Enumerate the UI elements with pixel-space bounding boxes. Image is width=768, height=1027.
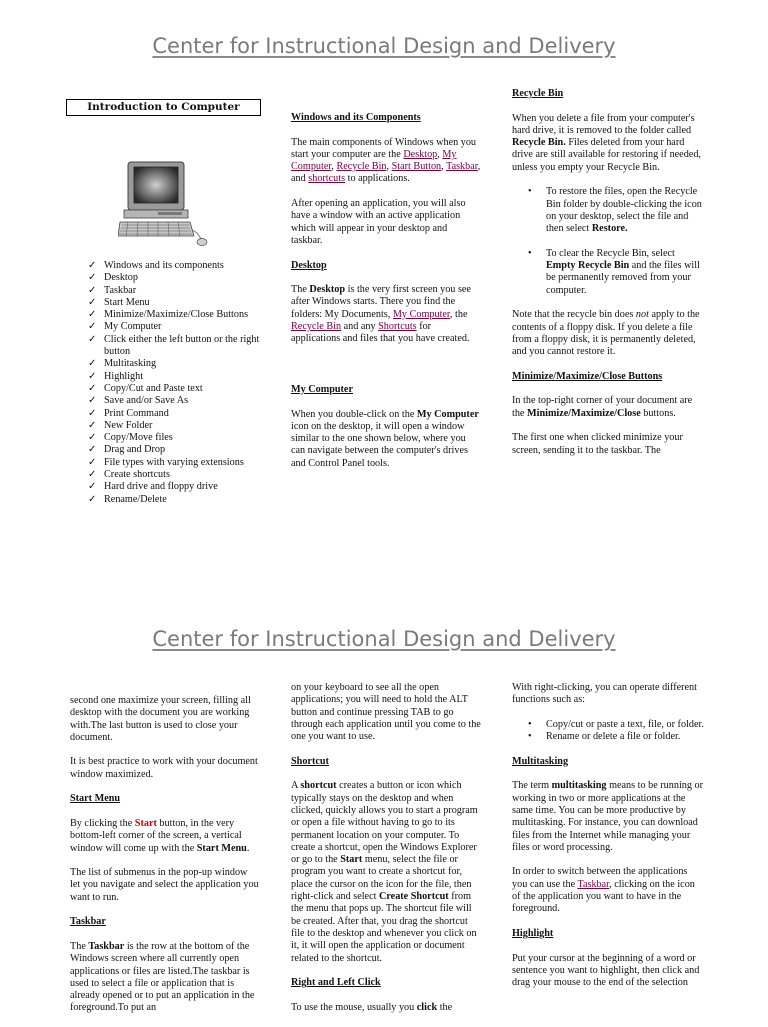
checkmark-icon: ✓ (88, 395, 97, 407)
taskbar-link[interactable]: Taskbar (577, 878, 610, 890)
paragraph: When you double-click on the My Computer icon on the desktop, it will open a window similar to the one shown below, where you can navigate between the computer's drives and Control Panel tools. (291, 408, 479, 469)
checkmark-icon: ✓ (88, 358, 97, 370)
list-item: ✓ Multitasking (88, 358, 157, 370)
checkmark-icon: ✓ (88, 407, 97, 419)
list-item: ✓ Rename/Delete (88, 493, 167, 505)
list-item: ✓ Drag and Drop (88, 444, 166, 456)
checkmark-icon: ✓ (88, 456, 97, 468)
paragraph: Note that the recycle bin does not apply to the contents of a floppy disk. If you delete a file from a floppy disk, it is permanently deleted, and you cannot restore it. (512, 309, 700, 358)
bullet-icon: • (528, 731, 532, 743)
list-item: ✓ Start Menu (88, 296, 150, 308)
paragraph: on your keyboard to see all the open applications; you will need to hold the ALT button and continue pressing TAB to go through each application until you come to the one you want to use. (291, 682, 481, 743)
list-item: ✓ Windows and its components (88, 260, 224, 271)
section-heading: My Computer (291, 383, 353, 395)
section-heading: Start Menu (70, 793, 121, 805)
page2-column-3 (512, 682, 704, 1002)
list-item: ✓ File types with varying extensions (88, 456, 244, 468)
list-item: ✓ Copy/Move files (88, 432, 173, 444)
paragraph: The list of submenus in the pop-up window let you navigate and select the application you want to run. (70, 867, 259, 903)
checkmark-icon: ✓ (88, 469, 97, 481)
list-item: ✓ Hard drive and floppy drive (88, 481, 218, 493)
paragraph: In order to switch between the applications you can use the Taskbar, clicking on the icon of the application you want to have in the foreground. (512, 866, 695, 915)
bullet-list (512, 719, 704, 744)
paragraph: The Desktop is the very first screen you see after Windows starts. There you find the folders: My Documents, My Computer, the Recycle Bin and any Shortcuts for applications and files that you have created. (291, 284, 471, 345)
list-item: • Rename or delete a file or folder. (528, 731, 681, 743)
page-header: Center for Instructional Design and Delivery (152, 627, 616, 651)
checkmark-icon: ✓ (88, 296, 97, 308)
checkmark-icon: ✓ (88, 444, 97, 456)
section-heading: Recycle Bin (512, 88, 564, 99)
bullet-icon: • (528, 247, 532, 259)
paragraph: After opening an application, you will also have a window with an active application which will appear in your desktop and taskbar. (291, 198, 466, 246)
checkmark-icon: ✓ (88, 481, 97, 493)
paragraph: The term multitasking means to be running or working in two or more applications at the same time. You can be more productive by multitasking. For instance, you can download files from the Internet while managing your files or word processing. (512, 780, 704, 853)
section-heading: Windows and its Components (291, 112, 421, 123)
desktop-link[interactable]: Desktop (403, 148, 438, 160)
page2-column-2 (291, 682, 481, 1026)
paragraph: By clicking the Start button, in the very bottom-left corner of the screen, a vertical window will come up with the Start Menu. (70, 817, 250, 854)
topic-checklist (88, 260, 274, 506)
page2-column-1 (70, 695, 260, 1027)
section-heading: Highlight (512, 927, 554, 939)
checkmark-icon: ✓ (88, 493, 97, 505)
checkmark-icon: ✓ (88, 309, 97, 321)
checkmark-icon: ✓ (88, 432, 97, 444)
page1-column-2 (291, 112, 481, 482)
checkmark-icon: ✓ (88, 284, 97, 296)
list-item: • To restore the files, open the Recycle Bin folder by double-clicking the icon on your desktop, select the file and then select Restore. (528, 186, 702, 235)
taskbar-link[interactable]: Taskbar (446, 161, 478, 173)
section-heading: Minimize/Maximize/Close Buttons (512, 370, 663, 382)
paragraph: Put your cursor at the beginning of a word or sentence you want to highlight, then click and drag your mouse to the end of the selection (512, 952, 700, 989)
paragraph: The Taskbar is the row at the bottom of the Windows screen where all currently open applications or files are listed.The taskbar is used to select a file or application that is already opened or to put an application in the foreground.To put an (70, 940, 255, 1014)
list-item: ✓ Click either the left button or the right button (88, 333, 260, 358)
list-item: ✓ Desktop (88, 272, 138, 284)
list-item: ✓ Taskbar (88, 284, 137, 296)
paragraph: A shortcut creates a button or icon which typically stays on the desktop and when clicked, quickly allows you to start a program or open a file without having to go to its permanent location on your computer. To create a shortcut, open the Windows Explorer or go to the Start menu, select the file or program you want to create a shortcut for, place the cursor on the icon for the file, then right-click and select Create Shortcut from the menu that pops up. The shortcut file will be created. After that, you drag the shortcut file to the desktop and whenever you click on it, it will open the application or document related to the shortcut. (291, 780, 478, 964)
paragraph: It is best practice to work with your document window maximized. (70, 756, 258, 780)
list-item: ✓ Copy/Cut and Paste text (88, 382, 203, 394)
recycle-bin-link[interactable]: Recycle Bin (291, 321, 342, 333)
my-computer-link[interactable]: My Computer (392, 308, 450, 320)
section-heading: Taskbar (70, 916, 106, 928)
computer-illustration (118, 160, 208, 248)
list-item: ✓ Print Command (88, 407, 169, 419)
my-computer-link[interactable]: My Computer (291, 148, 457, 173)
section-heading: Shortcut (291, 755, 329, 767)
list-item: ✓ Minimize/Maximize/Close Buttons (88, 309, 249, 321)
bullet-list (512, 186, 704, 297)
list-item: • Copy/cut or paste a text, file, or folder. (528, 718, 704, 730)
paragraph: second one maximize your screen, filling all desktop with the document you are working with.The last button is used to close your document. (70, 695, 251, 743)
checkmark-icon: ✓ (88, 419, 97, 431)
list-item: ✓ My Computer (88, 321, 162, 333)
checkmark-icon: ✓ (88, 321, 97, 333)
checkmark-icon: ✓ (88, 272, 97, 284)
bullet-icon: • (528, 718, 532, 730)
shortcuts-link[interactable]: Shortcuts (378, 321, 417, 333)
paragraph: When you delete a file from your computer's hard drive, it is removed to the folder called Recycle Bin. Files deleted from your hard drive are still available for restoring if needed, unless you empty your Recycle Bin. (512, 112, 701, 173)
checkmark-icon: ✓ (88, 370, 97, 382)
list-item: • To clear the Recycle Bin, select Empty Recycle Bin and the files will be permanently removed from your computer. (528, 247, 700, 296)
checkmark-icon: ✓ (88, 382, 97, 394)
start-button-link[interactable]: Start Button (391, 161, 442, 173)
paragraph: The main components of Windows when you start your computer are the Desktop, My Computer, Recycle Bin, Start Button, Taskbar, and shortcuts to applications. (291, 136, 481, 185)
page-header: Center for Instructional Design and Delivery (152, 34, 616, 58)
bullet-icon: • (528, 186, 532, 198)
shortcuts-link[interactable]: shortcuts (308, 173, 346, 185)
paragraph: The first one when clicked minimize your screen, sending it to the taskbar. The (512, 432, 683, 456)
recycle-bin-link[interactable]: Recycle Bin (336, 161, 387, 173)
section-heading: Desktop (291, 259, 327, 271)
paragraph: To use the mouse, usually you click the (291, 1001, 453, 1013)
list-item: ✓ New Folder (88, 419, 153, 431)
page1-column-3 (512, 88, 704, 469)
section-heading: Multitasking (512, 755, 569, 767)
checkmark-icon: ✓ (88, 333, 97, 345)
list-item: ✓ Create shortcuts (88, 469, 170, 481)
paragraph: With right-clicking, you can operate different functions such as: (512, 682, 697, 706)
section-heading: Right and Left Click (291, 977, 381, 989)
paragraph: In the top-right corner of your document are the Minimize/Maximize/Close buttons. (512, 395, 693, 419)
list-item: ✓ Save and/or Save As (88, 395, 189, 407)
list-item: ✓ Highlight (88, 370, 144, 382)
checkmark-icon: ✓ (88, 260, 97, 271)
title-box: Introduction to Computer (66, 99, 261, 116)
